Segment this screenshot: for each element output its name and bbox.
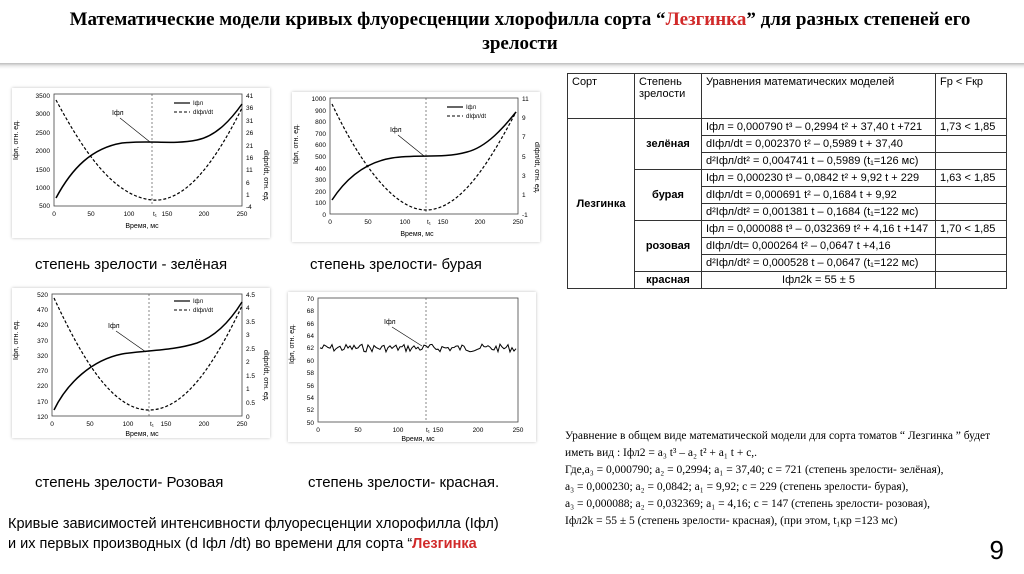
- tick: 200: [315, 189, 326, 196]
- plot-frame: [54, 94, 242, 206]
- f-cell: 1,73 < 1,85: [936, 119, 1007, 136]
- description-line: a₃ = 0,000230; a₂ = 0,0842; a₁ = 9,92; c = 229 (степень зрелости- бурая),: [565, 481, 909, 493]
- tick: 68: [306, 308, 314, 315]
- equation-cell: dIфл/dt = 0,002370 t² – 0,5989 t + 37,40: [702, 136, 936, 153]
- chart-pink: [12, 288, 270, 438]
- tick: 2: [246, 359, 250, 366]
- tick: 1.5: [246, 373, 256, 380]
- tick: 800: [315, 119, 326, 126]
- stage-cell: зелёная: [635, 119, 702, 170]
- intensity-curve: [56, 104, 242, 198]
- curve-label: Iфл: [112, 110, 124, 117]
- t1-label: t₁: [150, 421, 154, 428]
- f-cell: 1,70 < 1,85: [936, 221, 1007, 238]
- table-row: [568, 119, 1007, 136]
- tick: 0: [52, 211, 56, 218]
- tick: 520: [37, 292, 48, 299]
- tick: 11: [246, 167, 253, 174]
- tick: 6: [246, 180, 250, 187]
- tick: 0: [246, 414, 250, 421]
- plot-frame: [52, 294, 242, 416]
- equation-cell: d²Iфл/dt² = 0,004741 t – 0,5989 (t₁=126 мс): [702, 153, 936, 170]
- tick: 500: [315, 154, 326, 161]
- variety-name: Лезгинка: [412, 536, 477, 552]
- legend-label: Iфл: [193, 299, 203, 305]
- header-f: Fр < Fкр: [936, 74, 1007, 119]
- curve-pointer: [116, 331, 146, 352]
- description-line: a₃ = 0,000088; a₂ = 0,032369; a₁ = 4,16; c = 147 (степень зрелости- розовая),: [565, 498, 930, 510]
- tick: 300: [315, 177, 326, 184]
- figure-green: [12, 88, 270, 238]
- f-cell: [936, 255, 1007, 272]
- chart-red: [288, 292, 536, 442]
- equation-cell: dIфл/dt= 0,000264 t² – 0,0647 t +4,16: [702, 238, 936, 255]
- x-ticks: [316, 427, 524, 434]
- tick: 1000: [311, 96, 326, 103]
- tick: 320: [37, 353, 48, 360]
- tick: 150: [432, 427, 444, 434]
- tick: 3000: [35, 111, 50, 118]
- equation-cell: Iфл2k = 55 ± 5: [702, 272, 936, 289]
- tick: 1: [522, 192, 526, 199]
- figure-brown: [292, 92, 540, 242]
- tick: 11: [522, 96, 529, 103]
- tick: 0: [316, 427, 320, 434]
- x-ticks: [50, 421, 248, 428]
- y-ticks-left: [312, 96, 327, 219]
- header-stage: Степень зрелости: [635, 74, 702, 119]
- tick: 170: [37, 399, 48, 406]
- tick: 150: [160, 421, 172, 428]
- y-ticks-left: [37, 292, 48, 421]
- stage-cell: красная: [635, 272, 702, 289]
- tick: 4.5: [246, 292, 256, 299]
- x-axis-label: Время, мс: [125, 223, 159, 230]
- tick: 41: [246, 93, 254, 100]
- tick: -4: [246, 204, 252, 211]
- description-line: Iфл2k = 55 ± 5 (степень зрелости- красная), (при этом, t₁кр =123 мс): [565, 515, 898, 527]
- divider: [0, 63, 1024, 69]
- tick: 58: [306, 370, 314, 377]
- tick: 2000: [35, 148, 50, 155]
- caption-brown: степень зрелости- бурая: [310, 256, 482, 273]
- x-ticks: [52, 211, 248, 218]
- y2-axis-label: dIфл/dt, отн. ед.: [262, 350, 269, 402]
- tick: 200: [198, 421, 210, 428]
- tick: 9: [522, 115, 526, 122]
- tick: 270: [37, 368, 48, 375]
- f-cell: [936, 187, 1007, 204]
- tick: 50: [306, 420, 314, 427]
- tick: 62: [306, 345, 314, 352]
- tick: 1000: [35, 185, 50, 192]
- tick: 3: [522, 173, 526, 180]
- tick: 1: [246, 192, 250, 199]
- tick: 5: [522, 154, 526, 161]
- x-axis-label: Время, мс: [125, 431, 159, 438]
- tick: 0.5: [246, 400, 256, 407]
- tick: 52: [306, 407, 314, 414]
- tick: 16: [246, 155, 254, 162]
- tick: 66: [306, 321, 314, 328]
- tick: 50: [354, 427, 362, 434]
- page-number: 9: [989, 535, 1004, 565]
- page-title: Математические модели кривых флуоресценции хлорофилла сорта “Лезгинка” для разных степеней его зрелости: [69, 9, 971, 54]
- tick: 400: [315, 166, 326, 173]
- tick: 64: [306, 333, 314, 340]
- tick: 250: [236, 211, 248, 218]
- tick: 100: [392, 427, 404, 434]
- equation-cell: d²Iфл/dt² = 0,000528 t – 0,0647 (t₁=122 мс): [702, 255, 936, 272]
- tick: 100: [315, 200, 326, 207]
- y-ticks-right: [246, 93, 254, 211]
- legend-label: dIфл/dt: [466, 114, 486, 120]
- y-ticks-right: [246, 292, 255, 421]
- y-ticks-right: [522, 96, 529, 219]
- tick: 0: [322, 212, 326, 219]
- tick: 56: [306, 383, 314, 390]
- tick: 700: [315, 131, 326, 138]
- curve-label: Iфл: [390, 127, 402, 134]
- chart-green: [12, 88, 270, 238]
- tick: 3500: [35, 93, 50, 100]
- y2-axis-label: dIфл/dt, отн. ед.: [533, 142, 540, 194]
- x-axis-label: Время, мс: [401, 436, 435, 442]
- curve-pointer: [120, 118, 150, 142]
- tick: 500: [39, 203, 50, 210]
- tick: 31: [246, 118, 254, 125]
- tick: 200: [198, 211, 210, 218]
- derivative-curve: [54, 298, 242, 410]
- tick: 250: [512, 427, 524, 434]
- tick: 220: [37, 383, 48, 390]
- legend-label: Iфл: [193, 101, 203, 107]
- models-table: [567, 73, 1007, 289]
- y-axis-label: Iфл, отн. ед.: [13, 120, 20, 160]
- legend-label: Iфл: [466, 105, 476, 111]
- f-cell: 1,63 < 1,85: [936, 170, 1007, 187]
- f-cell: [936, 136, 1007, 153]
- y-ticks-left: [307, 296, 315, 427]
- plot-frame: [318, 298, 518, 422]
- figures-caption: Кривые зависимостей интенсивности флуоресценции хлорофилла (Iфл) и их первых производных (d Iфл /dt) во времени для сорта “Лезгинка: [8, 516, 499, 552]
- curve-label: Iфл: [108, 323, 120, 330]
- curve-pointer: [398, 135, 424, 156]
- equation-cell: Iфл = 0,000230 t³ – 0,0842 t² + 9,92 t + 229: [702, 170, 936, 187]
- description-line: Где,a₃ = 0,000790; a₂ = 0,2994; a₁ = 37,40; c = 721 (степень зрелости- зелёная),: [565, 464, 944, 476]
- tick: 3.5: [246, 319, 256, 326]
- tick: 370: [37, 338, 48, 345]
- legend-label: dIфл/dt: [193, 110, 213, 116]
- tick: 200: [474, 219, 486, 226]
- variety-name: Лезгинка: [665, 9, 747, 30]
- tick: 70: [306, 296, 314, 303]
- tick: 2.5: [246, 346, 256, 353]
- intensity-curve: [320, 344, 516, 352]
- equation-cell: Iфл = 0,000088 t³ – 0,032369 t² + 4,16 t +147: [702, 221, 936, 238]
- y-axis-label: Iфл, отн. ед.: [293, 124, 300, 164]
- caption-red: степень зрелости- красная.: [308, 474, 500, 491]
- tick: 4: [246, 305, 250, 312]
- stage-cell: бурая: [635, 170, 702, 221]
- equation-cell: d²Iфл/dt² = 0,001381 t – 0,1684 (t₁=122 мс): [702, 204, 936, 221]
- tick: 100: [399, 219, 411, 226]
- caption-green: степень зрелости - зелёная: [35, 256, 228, 273]
- tick: 0: [328, 219, 332, 226]
- legend-label: dIфл/dt: [193, 308, 213, 314]
- tick: 100: [122, 421, 134, 428]
- intensity-curve: [54, 302, 242, 410]
- f-cell: [936, 204, 1007, 221]
- tick: 2500: [35, 130, 50, 137]
- tick: 150: [161, 211, 173, 218]
- tick: 900: [315, 108, 326, 115]
- tick: 0: [50, 421, 54, 428]
- figure-pink: [12, 288, 270, 438]
- tick: 600: [315, 142, 326, 149]
- f-cell: [936, 153, 1007, 170]
- tick: 36: [246, 105, 254, 112]
- curve-label: Iфл: [384, 319, 396, 326]
- t1-label: t₁: [427, 219, 431, 226]
- y-ticks-left: [36, 93, 51, 210]
- y-axis-label: Iфл, отн. ед.: [289, 324, 296, 364]
- t1-label: t₁: [426, 427, 430, 434]
- caption-pink: степень зрелости- Розовая: [35, 474, 224, 491]
- description-line: Уравнение в общем виде математической модели для сорта томатов “ Лезгинка ” будет иметь вид : Iфл2 = a₃ t³ – a₂ t² + a₁ t + c,.: [565, 430, 991, 459]
- tick: 1: [246, 386, 250, 393]
- stage-cell: розовая: [635, 221, 702, 272]
- tick: 21: [246, 143, 254, 150]
- tick: 120: [37, 414, 48, 421]
- chart-brown: [292, 92, 540, 242]
- f-cell: [936, 272, 1007, 289]
- equation-cell: dIфл/dt = 0,000691 t² – 0,1684 t + 9,92: [702, 187, 936, 204]
- tick: 420: [37, 322, 48, 329]
- tick: 50: [86, 421, 94, 428]
- tick: 470: [37, 307, 48, 314]
- y2-axis-label: dIфл/dt, отн. ед.: [262, 150, 269, 202]
- tick: 54: [306, 395, 314, 402]
- tick: 50: [87, 211, 95, 218]
- t1-label: t₁: [153, 211, 157, 218]
- tick: 26: [246, 130, 254, 137]
- tick: 250: [512, 219, 524, 226]
- tick: 50: [364, 219, 372, 226]
- derivative-curve: [332, 104, 516, 210]
- tick: 60: [306, 358, 314, 365]
- model-description: [565, 428, 1015, 530]
- figure-red: [288, 292, 536, 442]
- equation-cell: Iфл = 0,000790 t³ – 0,2994 t² + 37,40 t +721: [702, 119, 936, 136]
- f-cell: [936, 238, 1007, 255]
- x-axis-label: Время, мс: [400, 231, 434, 238]
- tick: 3: [246, 332, 250, 339]
- tick: 150: [437, 219, 449, 226]
- tick: 1500: [35, 167, 50, 174]
- y-axis-label: Iфл, отн. ед.: [13, 320, 20, 360]
- header-equations: Уравнения математических моделей: [702, 74, 936, 119]
- tick: 7: [522, 134, 526, 141]
- tick: 200: [472, 427, 484, 434]
- table-header-row: [568, 74, 1007, 119]
- variety-cell: Лезгинка: [568, 119, 635, 289]
- x-ticks: [328, 219, 524, 226]
- tick: 100: [123, 211, 135, 218]
- tick: -1: [522, 212, 528, 219]
- tick: 250: [236, 421, 248, 428]
- derivative-curve: [56, 100, 242, 200]
- header-variety: Сорт: [568, 74, 635, 119]
- curve-pointer: [392, 327, 422, 346]
